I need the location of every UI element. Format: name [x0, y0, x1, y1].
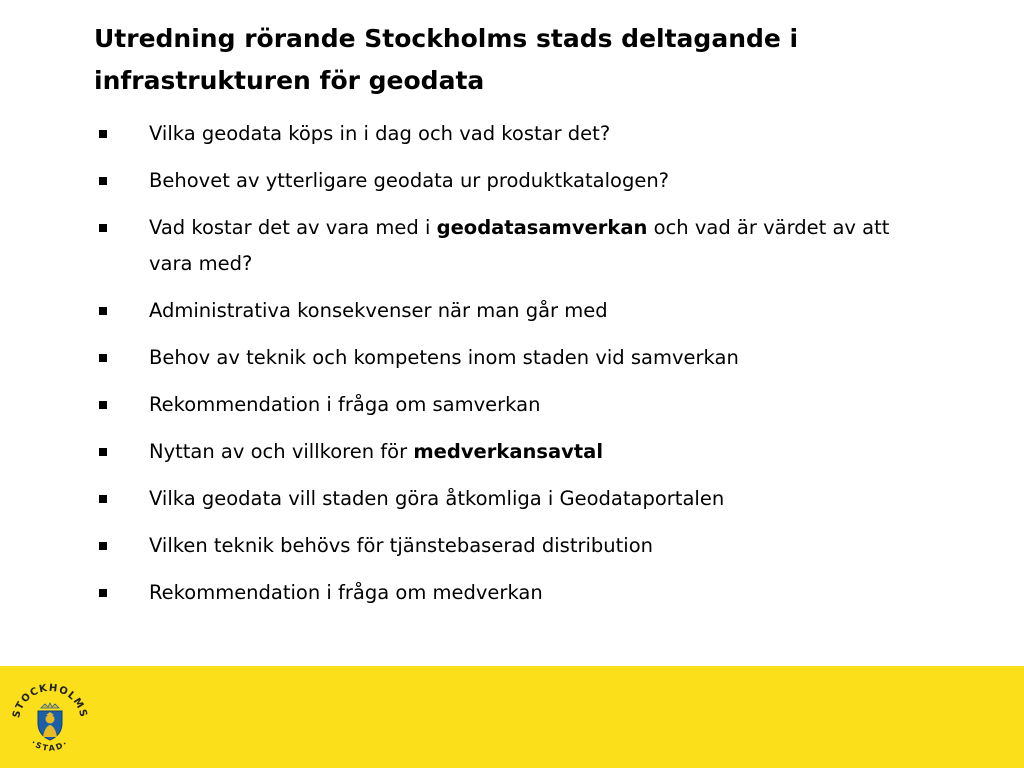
slide-title: Utredning rörande Stockholms stads deltagande i infrastrukturen för geodata — [94, 24, 799, 95]
bullet-item — [94, 481, 914, 517]
bullet-text — [149, 169, 669, 192]
bullet-text — [149, 299, 608, 322]
bullet-item — [94, 387, 914, 423]
bullet-square-icon — [99, 542, 107, 550]
bullet-square-icon — [99, 495, 107, 503]
bullet-text — [149, 581, 543, 604]
bullet-item — [94, 163, 914, 199]
bullet-text-plain: Rekommendation i fråga om medverkan — [149, 581, 543, 604]
bullet-text — [149, 216, 889, 275]
bullet-square-icon — [99, 177, 107, 185]
bullet-text-emphasis: medverkansavtal — [413, 440, 604, 463]
bullet-text-plain: Administrativa konsekvenser när man går med — [149, 299, 608, 322]
bullet-text-plain: Behov av teknik och kompetens inom staden vid samverkan — [149, 346, 739, 369]
bullet-text-plain: Vilka geodata köps in i dag och vad kostar det? — [149, 122, 611, 145]
bullet-text — [149, 440, 603, 463]
bullet-item — [94, 575, 914, 611]
svg-text:·STAD·: ·STAD· — [29, 737, 71, 753]
svg-text:STOCKHOLMS: STOCKHOLMS — [11, 682, 89, 720]
bullet-text-plain: Vad kostar det av vara med i — [149, 216, 437, 239]
bullet-list — [94, 116, 914, 622]
bullet-text — [149, 534, 653, 557]
stockholm-city-seal-icon — [10, 678, 90, 758]
bullet-text — [149, 393, 540, 416]
bullet-square-icon — [99, 130, 107, 138]
bullet-item — [94, 210, 914, 282]
bullet-text-plain: Vilken teknik behövs för tjänstebaserad distribution — [149, 534, 654, 557]
bullet-item — [94, 528, 914, 564]
bullet-square-icon — [99, 589, 107, 597]
bullet-text-plain: Nyttan av och villkoren för — [149, 440, 414, 463]
bullet-square-icon — [99, 224, 107, 232]
bullet-text — [149, 487, 724, 510]
bullet-text-plain: Rekommendation i fråga om samverkan — [149, 393, 541, 416]
bullet-square-icon — [99, 401, 107, 409]
bullet-item — [94, 116, 914, 152]
bullet-square-icon — [99, 307, 107, 315]
bullet-item — [94, 293, 914, 329]
bullet-text — [149, 346, 739, 369]
bullet-square-icon — [99, 448, 107, 456]
bullet-item — [94, 434, 914, 470]
footer-band — [0, 666, 1024, 768]
bullet-text-plain: Vilka geodata vill staden göra åtkomliga i Geodataportalen — [149, 487, 725, 510]
bullet-text-emphasis: geodatasamverkan — [436, 216, 648, 239]
bullet-text-plain: Behovet av ytterligare geodata ur produktkatalogen? — [149, 169, 670, 192]
bullet-text — [149, 122, 610, 145]
bullet-text-plain: och vad är värdet av att vara med? — [149, 216, 890, 275]
bullet-square-icon — [99, 354, 107, 362]
bullet-item — [94, 340, 914, 376]
